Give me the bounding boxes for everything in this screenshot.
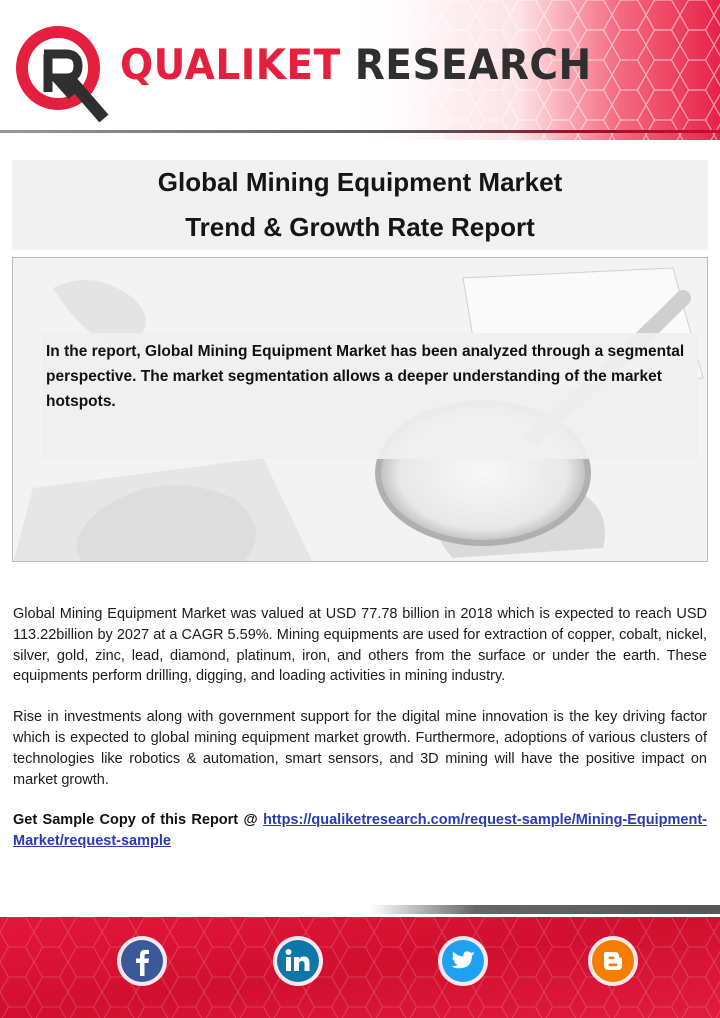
twitter-icon[interactable] (437, 935, 489, 987)
linkedin-icon[interactable] (272, 935, 324, 987)
sample-request-link[interactable]: https://qualiketresearch.com/request-sample/Mining-Equipment-Market/request-sample (13, 812, 707, 850)
brand-name (120, 40, 592, 89)
hero-image (12, 257, 708, 562)
header (0, 0, 720, 140)
sample-request-line (13, 810, 707, 852)
sample-request-label: Get Sample Copy of this Report @ (13, 812, 264, 829)
brand-name-part1: QUALIKET (120, 40, 341, 89)
market-drivers-paragraph: Rise in investments along with government support for the digital mine innovation is the key driving factor which is expected to global mining equipment market growth. Furthermore, adoptions of various clusters of technologies like robotics & automation, smart sensors, and 3D mining will have the positive impact on market growth. (13, 709, 707, 788)
hero-summary-text: In the report, Global Mining Equipment Market has been analyzed through a segmental perspective. The market segmentation allows a deeper understanding of the market hotspots. (46, 343, 685, 410)
facebook-icon[interactable] (116, 935, 168, 987)
blogger-icon[interactable] (587, 935, 639, 987)
report-title-line2: Trend & Growth Rate Report (185, 212, 535, 242)
brand-name-part2: RESEARCH (340, 40, 592, 89)
footer-divider (370, 905, 720, 914)
market-overview-paragraph: Global Mining Equipment Market was valued at USD 77.78 billion in 2018 which is expected to reach USD 113.22billion by 2027 at a CAGR 5.59%. Mining equipments are used for extraction of copper, cobalt, nickel, silver, gold, zinc, lead, diamond, platinum, iron, and others from the surface or under the earth. These equipments perform drilling, digging, and loading activities in mining industry. (13, 606, 707, 685)
qualiket-logo (14, 22, 114, 122)
report-title-line1: Global Mining Equipment Market (157, 167, 563, 197)
header-divider (0, 130, 720, 133)
hero-text-box (42, 333, 698, 459)
report-title-box (12, 160, 708, 250)
article-body (13, 604, 707, 852)
footer (0, 905, 720, 1018)
